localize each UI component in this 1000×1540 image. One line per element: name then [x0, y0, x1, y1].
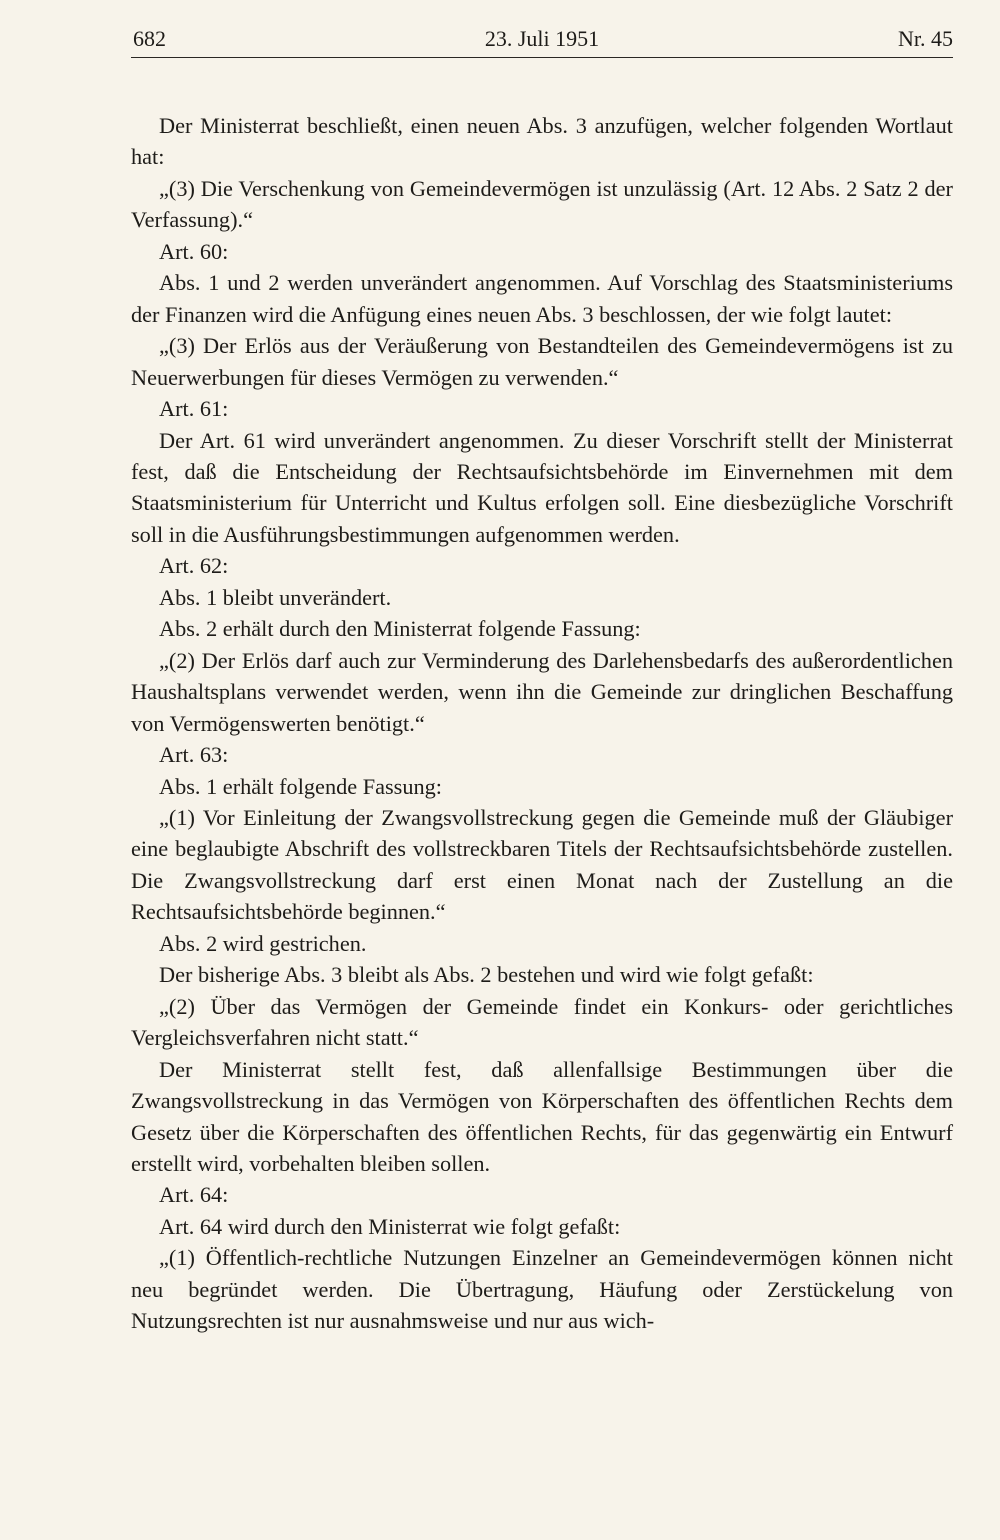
paragraph: Der Ministerrat stellt fest, daß allenfallsige Bestimmungen über die Zwangsvollstreckung in das Vermögen von Körperschaften des öffentlichen Rechts dem Gesetz über die Körperschaften des öffentlichen Rechts, für das gegenwärtig ein Entwurf erstellt wird, vorbehalten bleiben sollen.	[131, 1056, 953, 1176]
paragraph: Abs. 1 erhält folgende Fassung:	[159, 773, 443, 799]
paragraph: Art. 64 wird durch den Ministerrat wie folgt gefaßt:	[159, 1213, 621, 1239]
paragraph-quote: „(3) Der Erlös aus der Veräußerung von Bestandteilen des Gemeindevermögens ist zu Neuerwerbungen für dieses Vermögen zu verwenden.“	[131, 333, 953, 390]
header-date: 23. Juli 1951	[484, 26, 600, 51]
paragraph-quote: „(2) Der Erlös darf auch zur Verminderung des Darlehensbedarfs des außerordentlichen Haushaltsplans verwendet werden, wenn ihn die Gemeinde zur dringlichen Beschaffung von Vermögenswerten benötigt.“	[131, 647, 953, 736]
paragraph: Abs. 1 bleibt unverändert.	[159, 584, 392, 610]
page-number: 682	[133, 26, 166, 51]
paragraph-quote: „(3) Die Verschenkung von Gemeindevermögen ist unzulässig (Art. 12 Abs. 2 Satz 2 der Verfassung).“	[131, 175, 953, 233]
paragraph-quote: „(1) Öffentlich-rechtliche Nutzungen Einzelner an Gemeindevermögen können nicht neu begründet werden. Die Übertragung, Häufung oder Zerstückelung von Nutzungsrechten ist nur ausnahmsweise und nur aus wich-	[131, 1245, 953, 1334]
header-rule	[131, 57, 953, 58]
paragraph: Abs. 2 wird gestrichen.	[159, 930, 367, 956]
article-heading: Art. 61:	[159, 396, 229, 422]
document-page	[131, 22, 953, 1337]
article-heading: Art. 64:	[159, 1182, 229, 1208]
paragraph: Der Ministerrat beschließt, einen neuen Abs. 3 anzufügen, welcher folgenden Wortlaut hat:	[131, 113, 953, 170]
paragraph-quote: „(1) Vor Einleitung der Zwangsvollstreckung gegen die Gemeinde muß der Gläubiger eine beglaubigte Abschrift des vollstreckbaren Titels der Rechtsaufsichtsbehörde zustellen. Die Zwangsvollstreckung darf erst einen Monat nach der Zustellung an die Rechtsaufsichtsbehörde beginnen.“	[131, 804, 953, 925]
paragraph-quote: „(2) Über das Vermögen der Gemeinde findet ein Konkurs- oder gerichtliches Vergleichsverfahren nicht statt.“	[131, 993, 953, 1051]
page-header	[131, 22, 953, 56]
paragraph: Abs. 2 erhält durch den Ministerrat folgende Fassung:	[159, 616, 641, 642]
article-heading: Art. 63:	[159, 742, 229, 768]
document-body	[131, 56, 953, 1337]
paragraph: Der bisherige Abs. 3 bleibt als Abs. 2 bestehen und wird wie folgt gefaßt:	[159, 962, 814, 988]
article-heading: Art. 60:	[159, 238, 229, 264]
article-heading: Art. 62:	[159, 553, 229, 579]
paragraph: Der Art. 61 wird unverändert angenommen. Zu dieser Vorschrift stellt der Ministerrat fest, daß die Entscheidung der Rechtsaufsichtsbehörde im Einvernehmen mit dem Staatsministerium für Unterricht und Kultus erfolgen soll. Eine diesbezügliche Vorschrift soll in die Ausführungsbestimmungen aufgenommen werden.	[131, 427, 953, 547]
paragraph: Abs. 1 und 2 werden unverändert angenommen. Auf Vorschlag des Staatsministeriums der Finanzen wird die Anfügung eines neuen Abs. 3 beschlossen, der wie folgt lautet:	[131, 270, 953, 327]
issue-number: Nr. 45	[898, 26, 953, 51]
